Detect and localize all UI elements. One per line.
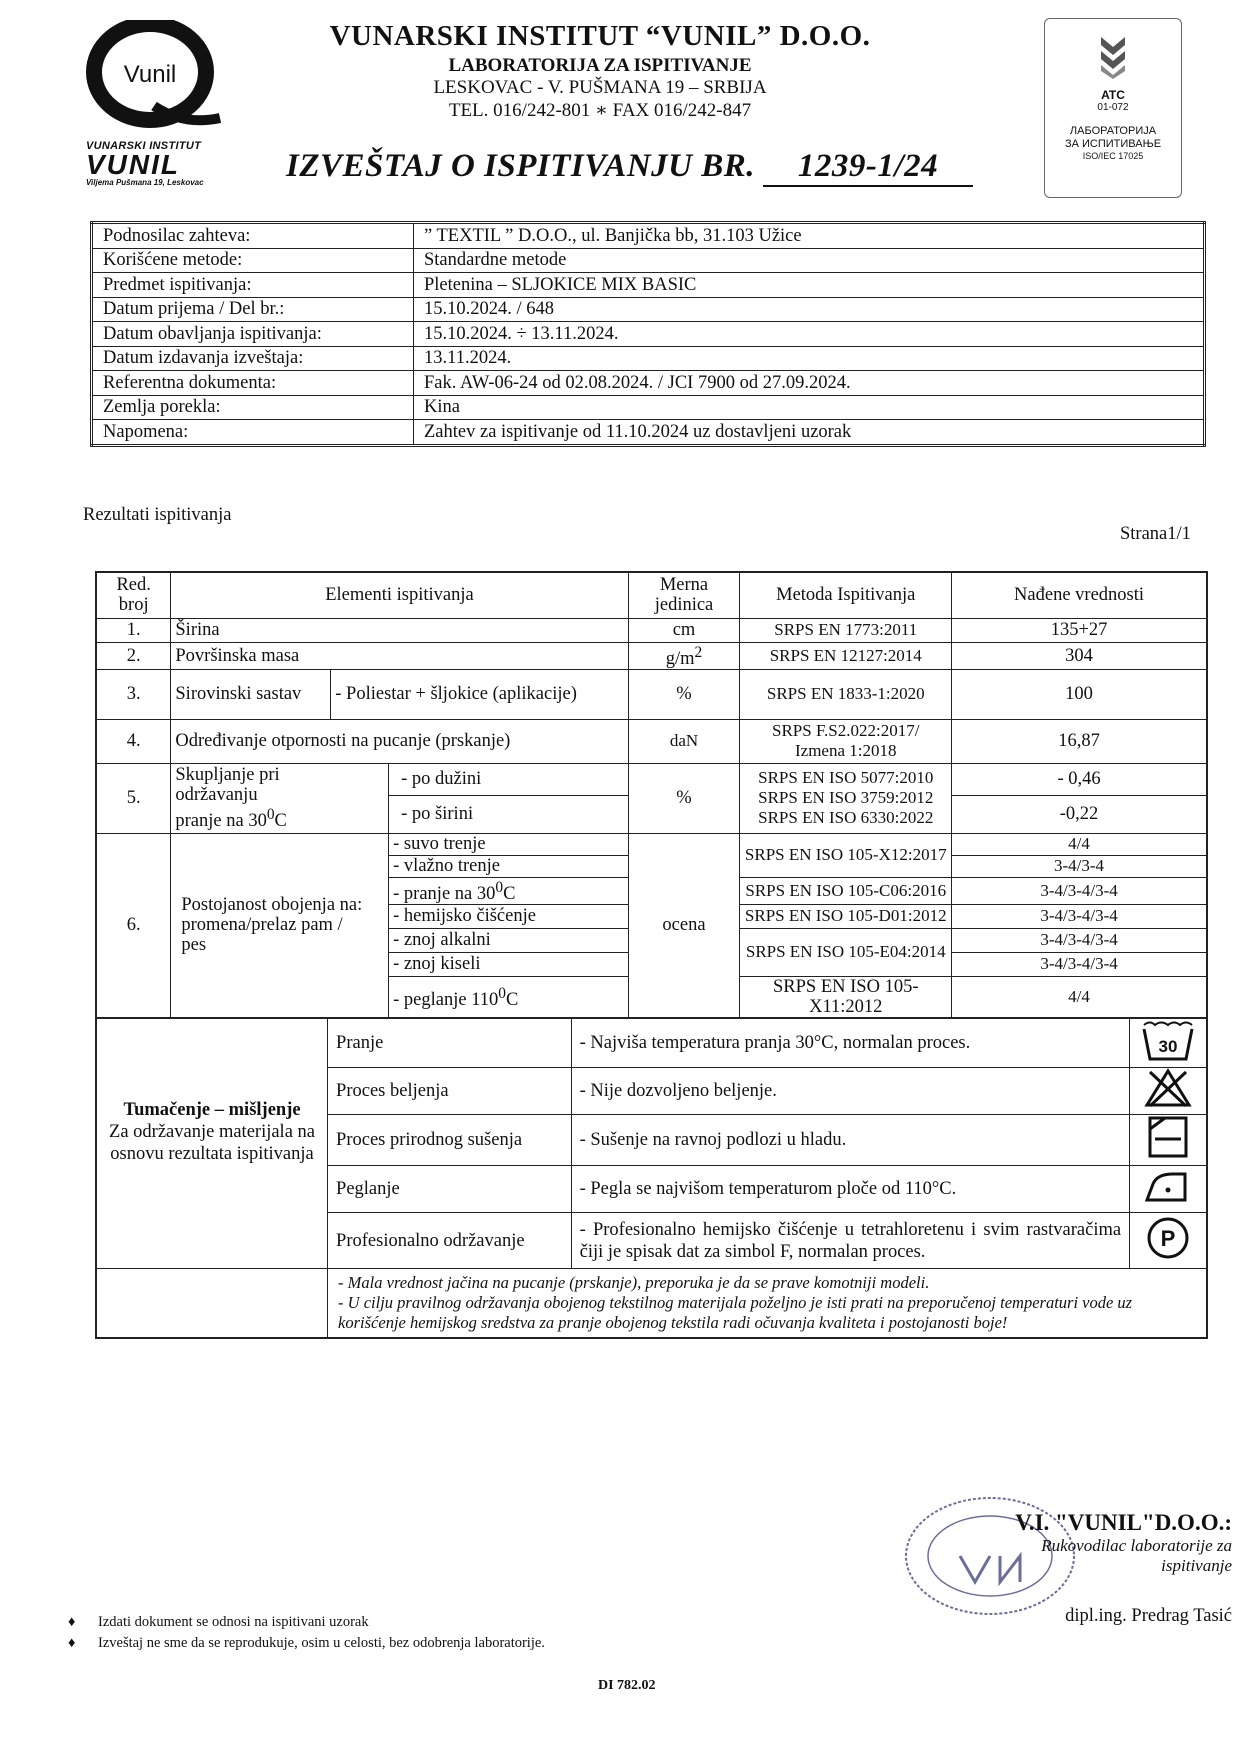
footer-note (68, 1633, 545, 1654)
institute-name: VUNARSKI INSTITUT “VUNIL” D.O.O. (329, 20, 871, 52)
info-row (92, 223, 1205, 249)
col-header-value: Nađene vrednosti (952, 572, 1207, 618)
row-unit: daN (628, 719, 740, 763)
care-label: Pranje (328, 1018, 572, 1068)
row-subelement: - znoj kiseli (389, 952, 628, 976)
info-row (92, 297, 1205, 322)
care-label: Peglanje (328, 1166, 572, 1213)
sub-text-end: C (503, 883, 516, 904)
info-label: Napomena: (92, 420, 414, 446)
row-subelement: - po širini (389, 795, 628, 833)
row-method: SRPS EN 1833-1:2020 (740, 669, 952, 719)
col-header-method: Metoda Ispitivanja (740, 572, 952, 618)
lab-name: LABORATORIJA ZA ISPITIVANJE (448, 55, 752, 76)
iron-low-icon (1143, 1166, 1193, 1206)
row-value: -0,22 (952, 795, 1207, 833)
element-text-end: C (274, 811, 287, 832)
row-value: 135+27 (952, 618, 1207, 642)
footer-notes (68, 1612, 545, 1654)
care-text: - Najviša temperatura pranja 30°C, normalan proces. (571, 1018, 1129, 1068)
row-subelement (389, 877, 628, 904)
table-row (96, 763, 1207, 795)
table-row (96, 719, 1207, 763)
row-method (740, 763, 952, 833)
row-unit: % (628, 669, 740, 719)
info-row (92, 420, 1205, 446)
table-row (96, 618, 1207, 642)
unit-superscript: 2 (694, 643, 703, 661)
row-subelement (389, 976, 628, 1018)
row-value: 100 (952, 669, 1207, 719)
row-element: Širina (171, 618, 628, 642)
row-method: SRPS EN ISO 105-X12:2017 (740, 833, 952, 877)
interpretation-notes (328, 1269, 1207, 1339)
info-label: Zemlja porekla: (92, 395, 414, 420)
table-row (96, 642, 1207, 669)
col-header-unit: Merna jedinica (628, 572, 740, 618)
info-value: Kina (414, 395, 1205, 420)
info-value: ” TEXTIL ” D.O.O., ul. Banjička bb, 31.103 Užice (414, 223, 1205, 249)
col-header-no: Red. broj (96, 572, 171, 618)
note-line: - Mala vrednost jačina na pucanje (prskanje), preporuka je da se prave komotniji modeli. (338, 1273, 930, 1292)
care-text: - Nije dozvoljeno beljenje. (571, 1068, 1129, 1115)
care-symbol (1130, 1213, 1207, 1269)
sub-text-end: C (505, 989, 519, 1010)
care-label: Proces prirodnog sušenja (328, 1115, 572, 1166)
dry-clean-letter: P (1160, 1225, 1176, 1251)
request-info-table (90, 221, 1206, 447)
row-number: 3. (96, 669, 171, 719)
row-value: 3-4/3-4/3-4 (952, 877, 1207, 904)
row-subelement: - vlažno trenje (389, 855, 628, 877)
row-value: - 0,46 (952, 763, 1207, 795)
info-value: Pletenina – SLJOKICE MIX BASIC (414, 273, 1205, 298)
logo-mark-text: Vunil (123, 61, 177, 88)
info-row (92, 273, 1205, 298)
info-label: Predmet ispitivanja: (92, 273, 414, 298)
atc-emblem-icon (1093, 33, 1133, 81)
row-subelement: - znoj alkalni (389, 928, 628, 952)
row-value: 3-4/3-4/3-4 (952, 928, 1207, 952)
interpretation-heading (96, 1018, 328, 1269)
row-subelement: - suvo trenje (389, 833, 628, 855)
method-line: SRPS EN ISO 5077:2010 (758, 768, 934, 788)
row-number: 5. (96, 763, 171, 833)
col-header-element: Elementi ispitivanja (171, 572, 628, 618)
care-symbol (1130, 1166, 1207, 1213)
signature-block (1010, 1510, 1232, 1627)
atc-line2: ЗА ИСПИТИВАЊЕ (1064, 138, 1162, 150)
row-value: 16,87 (952, 719, 1207, 763)
interpretation-subtitle: Za održavanje materijala na osnovu rezultata ispitivanja (109, 1122, 315, 1164)
logo-caption-line1: VUNARSKI INSTITUT (86, 140, 202, 152)
signature-role: Rukovodilac laboratorije za ispitivanje (1041, 1536, 1232, 1575)
row-element: Određivanje otpornosti na pucanje (prskanje) (171, 719, 628, 763)
row-method: SRPS EN 1773:2011 (740, 618, 952, 642)
atc-standard: ISO/IEC 17025 (1082, 151, 1144, 161)
method-line: SRPS F.S2.022:2017/ (772, 721, 920, 741)
info-label: Datum obavljanja ispitivanja: (92, 322, 414, 347)
unit-text: g/m (665, 648, 695, 669)
accreditation-badge (1044, 18, 1182, 198)
footer-note-text: Izveštaj ne sme da se reprodukuje, osim u celosti, bez odobrenja laboratorije. (98, 1635, 545, 1651)
report-title (286, 148, 973, 187)
row-unit (628, 642, 740, 669)
address: LESKOVAC - V. PUŠMANA 19 – SRBIJA (433, 77, 767, 98)
care-text: - Pegla se najvišom temperaturom ploče od 110°C. (571, 1166, 1129, 1213)
info-value: 13.11.2024. (414, 346, 1205, 371)
row-unit: % (628, 763, 740, 833)
row-value: 4/4 (952, 833, 1207, 855)
info-row (92, 322, 1205, 347)
info-label: Datum izdavanja izveštaja: (92, 346, 414, 371)
note-line: - U cilju pravilnog održavanja obojenog tekstilnog materijala poželjno je isti prati na preporučenoj temperaturi vode uz korišćenje hemijskog sredstva za pranje obojenog tekstila radi očuvanja kvaliteta i postojanosti boje! (338, 1293, 1133, 1332)
info-value: 15.10.2024. / 648 (414, 297, 1205, 322)
bullet-icon: ♦ (68, 1614, 76, 1630)
results-table (95, 571, 1208, 1019)
care-symbol (1130, 1068, 1207, 1115)
wash-30-icon (1141, 1019, 1195, 1061)
interpretation-title: Tumačenje – mišljenje (123, 1100, 301, 1120)
info-label: Korišćene metode: (92, 248, 414, 273)
row-element: Sirovinski sastav (171, 669, 331, 719)
row-method (740, 719, 952, 763)
row-unit: ocena (628, 833, 740, 1018)
method-line: Izmena 1:2018 (795, 741, 897, 761)
info-label: Datum prijema / Del br.: (92, 297, 414, 322)
row-element: Postojanost obojenja na: promena/prelaz pam / pes (171, 833, 389, 1018)
row-subelement: - po dužini (389, 763, 628, 795)
row-element: Površinska masa (171, 642, 628, 669)
logo-caption (86, 140, 236, 187)
element-line: Skupljanje pri (175, 765, 280, 786)
row-element (171, 763, 389, 833)
atc-label: ATC (1101, 88, 1125, 102)
method-line: SRPS EN ISO 3759:2012 (758, 788, 934, 808)
element-line: održavanju (175, 785, 258, 806)
care-text: - Sušenje na ravnoj podlozi u hladu. (571, 1115, 1129, 1166)
document-code: DI 782.02 (598, 1678, 656, 1693)
row-number: 2. (96, 642, 171, 669)
institute-header (300, 20, 900, 122)
care-symbol (1130, 1115, 1207, 1166)
interpretation-table (95, 1017, 1208, 1339)
info-label: Referentna dokumenta: (92, 371, 414, 396)
signature-company: V.I. "VUNIL"D.O.O.: (1015, 1510, 1232, 1535)
table-row (96, 669, 1207, 719)
info-row (92, 371, 1205, 396)
atc-code: 01-072 (1097, 102, 1129, 113)
footer-note (68, 1612, 545, 1633)
row-method: SRPS EN ISO 105-X11:2012 (740, 976, 952, 1018)
care-label: Proces beljenja (328, 1068, 572, 1115)
row-number: 1. (96, 618, 171, 642)
method-line: SRPS EN ISO 6330:2022 (758, 808, 934, 828)
signature-name: dipl.ing. Predrag Tasić (1065, 1606, 1232, 1626)
atc-line1: ЛАБОРАТОРИЈА (1069, 125, 1157, 137)
notes-row (96, 1269, 1207, 1339)
row-method: SRPS EN ISO 105-C06:2016 (740, 877, 952, 904)
info-label: Podnosilac zahteva: (92, 223, 414, 249)
row-value: 3-4/3-4/3-4 (952, 904, 1207, 928)
page-number: Strana1/1 (1120, 524, 1191, 544)
report-title-text: IZVEŠTAJ O ISPITIVANJU BR. (286, 148, 756, 184)
element-text: pranje na 30 (175, 811, 267, 832)
results-title: Rezultati ispitivanja (83, 505, 232, 525)
logo-caption-line2: VUNIL (86, 149, 180, 180)
sub-superscript: 0 (498, 984, 506, 1002)
info-row (92, 395, 1205, 420)
row-subelement: - Poliestar + šljokice (aplikacije) (331, 669, 628, 719)
element-superscript: 0 (266, 806, 275, 824)
row-method: SRPS EN ISO 105-E04:2014 (740, 928, 952, 976)
info-row (92, 248, 1205, 273)
info-row (92, 346, 1205, 371)
sub-text: - pranje na 30 (393, 883, 496, 904)
row-value: 4/4 (952, 976, 1207, 1018)
results-header-row (96, 572, 1207, 618)
info-value: 15.10.2024. ÷ 13.11.2024. (414, 322, 1205, 347)
care-text: - Profesionalno hemijsko čišćenje u tetrahloretenu i svim rastvaračima čiji je spisak dat za simbol F, normalan proces. (571, 1213, 1129, 1269)
row-value: 304 (952, 642, 1207, 669)
row-value: 3-4/3-4 (952, 855, 1207, 877)
care-row (96, 1018, 1207, 1068)
element-line (175, 805, 384, 831)
footer-note-text: Izdati dokument se odnosi na ispitivani uzorak (98, 1614, 369, 1630)
sub-superscript: 0 (495, 878, 504, 896)
no-bleach-icon (1144, 1068, 1192, 1108)
info-value: Standardne metode (414, 248, 1205, 273)
contact: TEL. 016/242-801 ∗ FAX 016/242-847 (448, 100, 752, 121)
wash-temperature: 30 (1158, 1037, 1178, 1056)
info-value: Zahtev za ispitivanje od 11.10.2024 uz dostavljeni uzorak (414, 420, 1205, 446)
dry-clean-p-icon (1145, 1215, 1191, 1261)
care-symbol (1130, 1018, 1207, 1068)
table-row (96, 833, 1207, 855)
row-subelement: - hemijsko čišćenje (389, 904, 628, 928)
care-label: Profesionalno održavanje (328, 1213, 572, 1269)
row-method: SRPS EN ISO 105-D01:2012 (740, 904, 952, 928)
notes-spacer (96, 1269, 328, 1339)
row-number: 6. (96, 833, 171, 1018)
flat-dry-shade-icon (1147, 1115, 1189, 1159)
sub-text: - peglanje 110 (393, 989, 499, 1010)
info-value: Fak. AW-06-24 od 02.08.2024. / JCI 7900 od 27.09.2024. (414, 371, 1205, 396)
bullet-icon: ♦ (68, 1635, 76, 1651)
vunil-logo (84, 20, 224, 128)
row-number: 4. (96, 719, 171, 763)
row-unit: cm (628, 618, 740, 642)
row-method: SRPS EN 12127:2014 (740, 642, 952, 669)
report-number: 1239-1/24 (763, 148, 973, 187)
row-value: 3-4/3-4/3-4 (952, 952, 1207, 976)
logo-caption-line3: Viljema Pušmana 19, Leskovac (86, 178, 204, 187)
